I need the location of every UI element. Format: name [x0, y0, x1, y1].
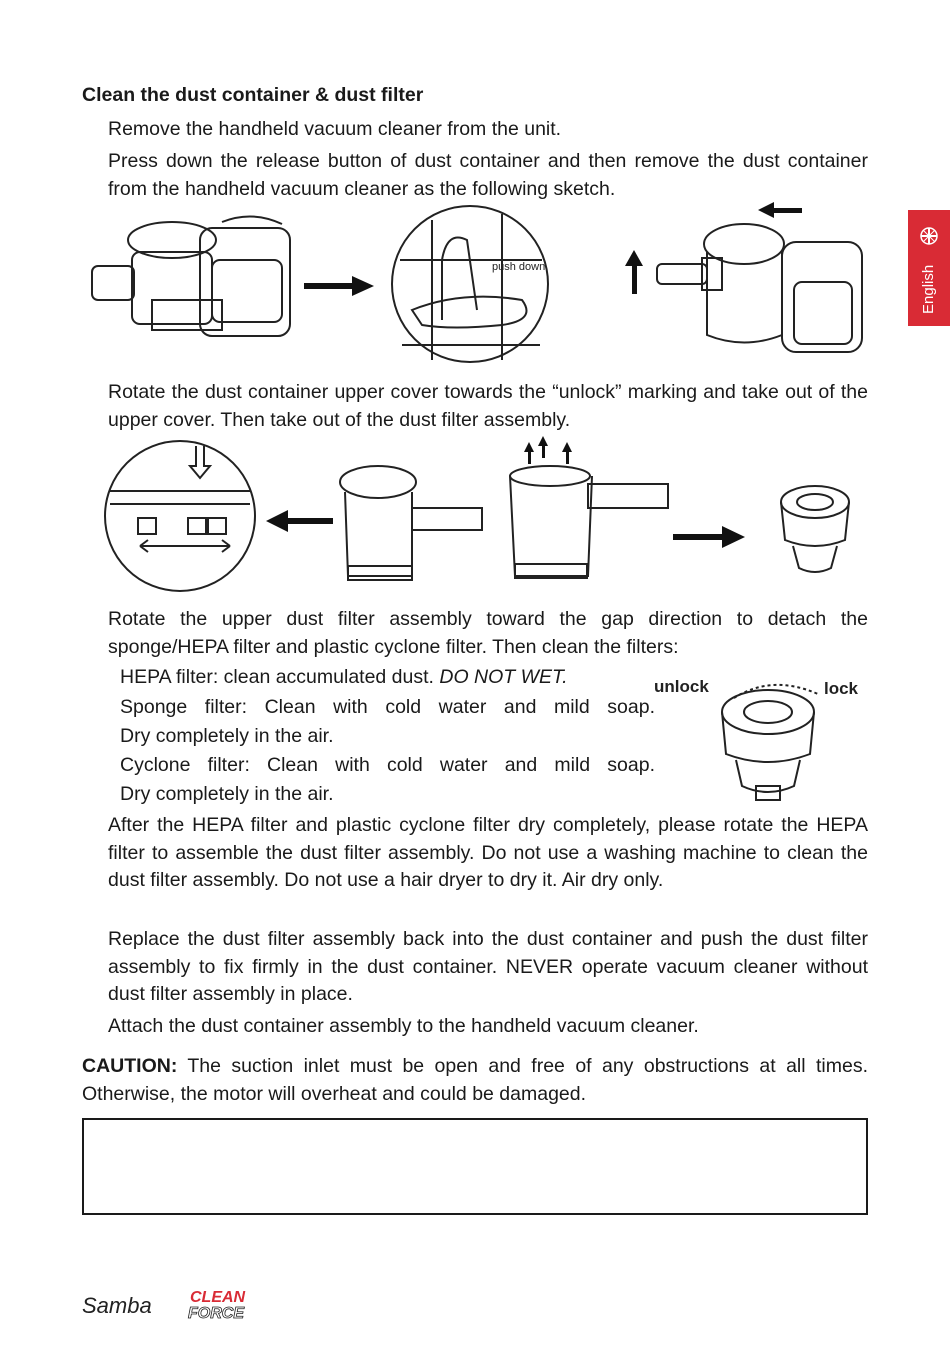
- sponge-filter-dry: Dry completely in the air.: [120, 725, 334, 747]
- arrow-up-icon: [524, 436, 572, 464]
- cyclone-filter-item: Cyclone filter: Clean with cold water and mild soap.: [120, 754, 655, 776]
- step-replace-filter: Replace the dust filter assembly back into the dust container and push the dust filter assembly to fix firmly in the dust container. NEVER operate vacuum cleaner without dust filter assembly in place.: [108, 928, 868, 1005]
- notes-box: [82, 1118, 868, 1215]
- step-remove-handheld: Remove the handheld vacuum cleaner from the unit.: [108, 118, 562, 140]
- brand-logo: [80, 1285, 280, 1325]
- hepa-warning: DO NOT WET.: [439, 666, 568, 688]
- brand-line2: FORCE: [188, 1305, 244, 1322]
- caution-label: CAUTION:: [82, 1055, 178, 1077]
- caution-note: [82, 1053, 868, 1108]
- section-heading: Clean the dust container & dust filter: [82, 84, 424, 106]
- step-rotate-cover: Rotate the dust container upper cover towards the “unlock” marking and take out of the upper cover. Then take out of the dust filter assembly.: [108, 381, 868, 431]
- arrow-left-icon: [758, 202, 802, 218]
- figure-unlock-cover: [100, 436, 760, 596]
- step-reassemble-filter: After the HEPA filter and plastic cyclone filter dry completely, please rotate the HEPA filter to assemble the dust filter assembly. Do not use a washing machine to clean the dust filter assembly. Do not use a hair dryer to dry it. Air dry only.: [108, 814, 868, 891]
- arrow-up-icon: [625, 250, 643, 294]
- language-tab[interactable]: [908, 210, 950, 326]
- brand-script: Samba: [82, 1293, 152, 1318]
- push-down-label: push down: [492, 261, 546, 273]
- lock-unlock-figure: [652, 668, 867, 808]
- arrow-left-icon: [266, 510, 333, 532]
- sponge-filter-item: Sponge filter: Clean with cold water and mild soap.: [120, 696, 655, 718]
- unlock-label: unlock: [654, 677, 709, 696]
- lock-label: lock: [824, 679, 859, 698]
- step-attach-container: Attach the dust container assembly to the handheld vacuum cleaner.: [108, 1015, 699, 1037]
- uk-flag-icon: [920, 227, 938, 245]
- container-illustration-1: [340, 466, 482, 580]
- figure-remove-container: [82, 200, 872, 370]
- step-release-container: Press down the release button of dust container and then remove the dust container from the handheld vacuum cleaner as the following sketch.: [108, 150, 868, 200]
- language-label: English: [920, 264, 937, 314]
- arrow-right-icon: [673, 526, 745, 548]
- hepa-filter-text: HEPA filter: clean accumulated dust.: [120, 666, 440, 688]
- filter-cleaning-list: [120, 663, 655, 809]
- step-rotate-filter: Rotate the upper dust filter assembly toward the gap direction to detach the sponge/HEPA filter and plastic cyclone filter. Then clean the filters:: [108, 608, 868, 658]
- hepa-filter-item: [120, 663, 655, 692]
- filter-assembly-illustration: [775, 480, 855, 580]
- vacuum-illustration-1: [92, 216, 290, 336]
- vacuum-illustration-2: [657, 224, 862, 352]
- unlock-detail-illustration: [105, 441, 255, 591]
- cyclone-filter-dry: Dry completely in the air.: [120, 783, 334, 805]
- brand-line1: CLEAN: [190, 1289, 246, 1306]
- container-illustration-2: [510, 466, 668, 578]
- caution-text: The suction inlet must be open and free of any obstructions at all times. Otherwise, the motor will overheat and could be damaged.: [82, 1055, 868, 1105]
- arrow-right-icon: [304, 276, 374, 296]
- push-down-illustration: [392, 206, 548, 362]
